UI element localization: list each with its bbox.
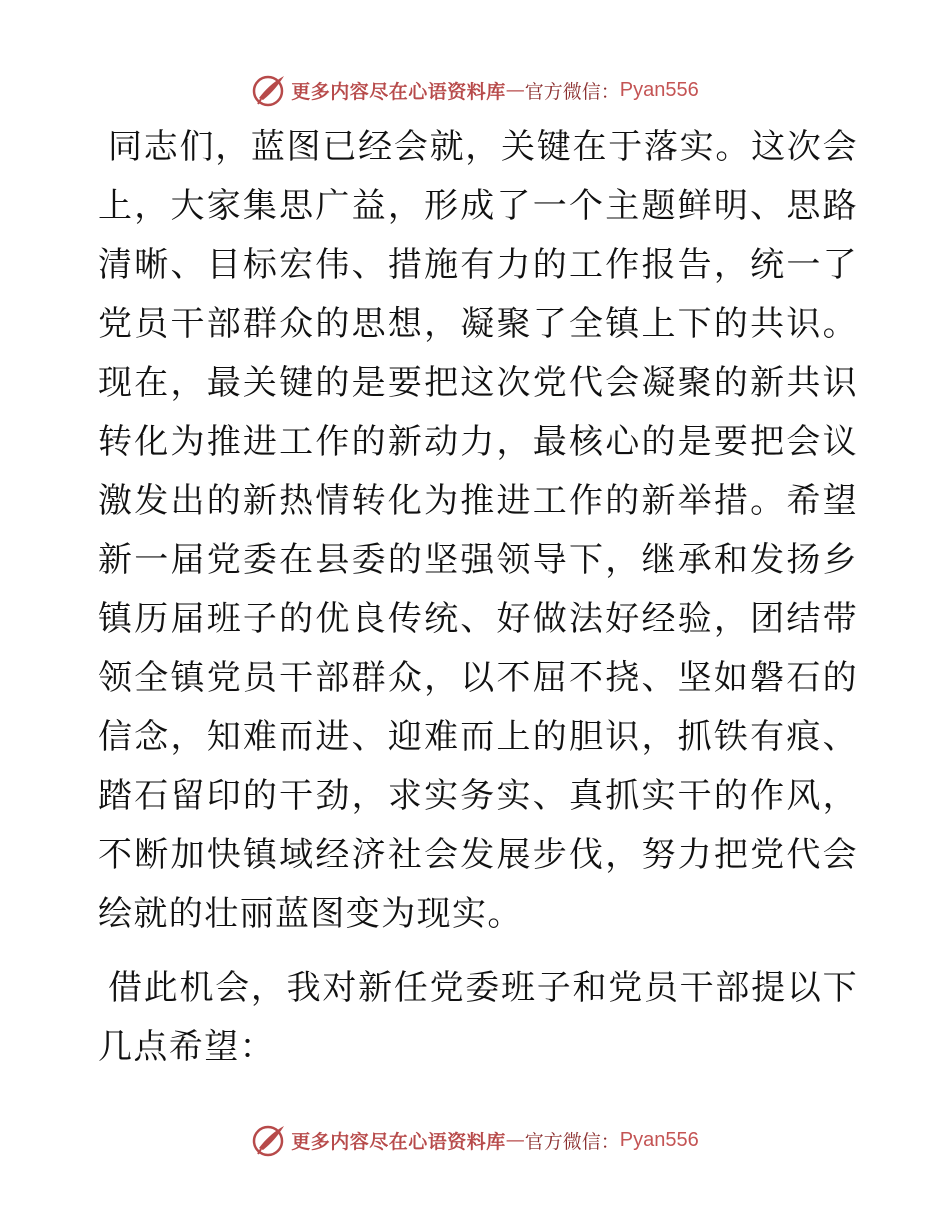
banner-wechat-id: Pyan556 bbox=[619, 78, 699, 101]
header-banner bbox=[0, 70, 950, 110]
footer-banner bbox=[0, 1120, 950, 1160]
document-body bbox=[98, 118, 858, 1077]
paragraph-1: 同志们，蓝图已经会就，关键在于落实。这次会上，大家集思广益，形成了一个主题鲜明、思路清晰、目标宏伟、措施有力的工作报告，统一了党员干部群众的思想，凝聚了全镇上下的共识。现在，最关键的是要把这次党代会凝聚的新共识转化为推进工作的新动力，最核心的是要把会议激发出的新热情转化为推进工作的新举措。希望新一届党委在县委的坚强领导下，继承和发扬乡镇历届班子的优良传统、好做法好经验，团结带领全镇党员干部群众，以不屈不挠、坚如磐石的信念，知难而进、迎难而上的胆识，抓铁有痕、踏石留印的干劲，求实务实、真抓实干的作风，不断加快镇域经济社会发展步伐，努力把党代会绘就的壮丽蓝图变为现实。 bbox=[98, 127, 858, 934]
banner-dash: — bbox=[505, 1129, 525, 1151]
banner-main-text: 更多内容尽在心语资料库 bbox=[291, 80, 506, 103]
banner-wechat-label: 官方微信： bbox=[524, 1130, 620, 1153]
banner-main-text: 更多内容尽在心语资料库 bbox=[291, 1130, 506, 1153]
banner-dash: — bbox=[505, 79, 525, 101]
quill-logo-icon bbox=[251, 1122, 287, 1158]
paragraph-2: 借此机会，我对新任党委班子和党员干部提以下几点希望： bbox=[98, 968, 858, 1067]
banner-wechat-label: 官方微信： bbox=[524, 80, 620, 103]
quill-logo-icon bbox=[251, 72, 287, 108]
banner-wechat-id: Pyan556 bbox=[619, 1128, 699, 1151]
